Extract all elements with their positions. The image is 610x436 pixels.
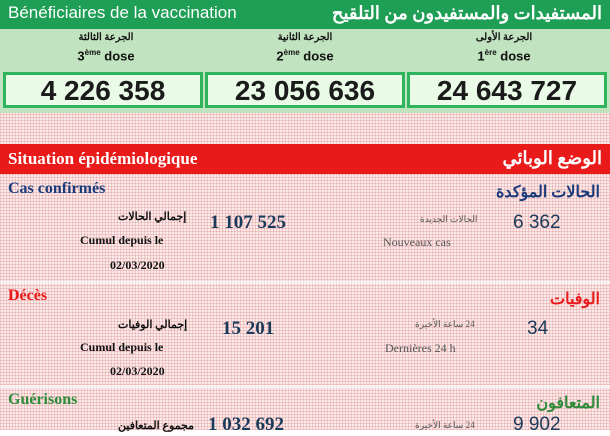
recoveries-cumul-ar: مجموع المتعافين <box>118 420 195 432</box>
recoveries-cumul-value: 1 032 692 <box>208 414 284 435</box>
confirmed-period-value: 6 362 <box>513 212 561 233</box>
vaccination-header <box>0 0 610 29</box>
deaths-cumul-date: 02/03/2020 <box>110 364 165 378</box>
dose-1-label-ar: الجرعة الأولى <box>475 32 533 43</box>
vaccination-title-ar: المستفيدات والمستفيدون من التلقيح <box>331 3 602 23</box>
recoveries-title-ar: المتعافون <box>536 395 600 412</box>
recoveries-title-fr: Guérisons <box>8 391 78 408</box>
deaths-cumul-fr: Cumul depuis le <box>80 340 164 354</box>
dose-3-label-ar: الجرعة الثالثة <box>78 32 134 43</box>
dose-2-label-ar: الجرعة الثانية <box>277 32 333 43</box>
dose-1-value: 24 643 727 <box>407 72 607 108</box>
deaths-cumul-ar: إجمالي الوفيات <box>118 319 188 331</box>
confirmed-cumul-fr: Cumul depuis le <box>80 233 164 247</box>
vaccination-panel <box>0 0 610 113</box>
confirmed-period-ar: الحالات الجديدة <box>420 214 478 224</box>
dose-3-value: 4 226 358 <box>3 72 203 108</box>
recoveries-period-value: 9 902 <box>513 414 561 435</box>
dose-2-label-fr: 2ème dose <box>276 48 334 64</box>
recoveries-period-ar: 24 ساعة الأخيرة <box>415 420 475 430</box>
situation-header <box>0 144 610 174</box>
confirmed-title-fr: Cas confirmés <box>8 180 106 197</box>
dose-2-value: 23 056 636 <box>205 72 405 108</box>
dose-1-label <box>404 31 604 64</box>
confirmed-cumul-date: 02/03/2020 <box>110 258 165 272</box>
deaths-title-fr: Décès <box>8 287 48 304</box>
separator <box>0 385 610 388</box>
confirmed-cumul-value: 1 107 525 <box>210 212 286 233</box>
dose-2-label <box>205 31 405 64</box>
situation-title-fr: Situation épidémiologique <box>8 149 198 168</box>
situation-title-ar: الوضع الوبائي <box>502 148 602 168</box>
confirmed-title-ar: الحالات المؤكدة <box>496 184 600 201</box>
deaths-period-fr: Dernières 24 h <box>385 341 456 355</box>
dose-1-label-fr: 1ère dose <box>477 48 531 64</box>
vaccination-title-fr: Bénéficiaires de la vaccination <box>8 3 237 22</box>
dose-3-label-fr: 3ème dose <box>77 48 135 64</box>
deaths-title-ar: الوفيات <box>550 291 600 308</box>
confirmed-period-fr: Nouveaux cas <box>383 235 451 249</box>
deaths-cumul-value: 15 201 <box>222 318 275 339</box>
dose-3-label <box>6 31 206 64</box>
deaths-period-ar: 24 ساعة الأخيرة <box>415 319 475 329</box>
deaths-period-value: 34 <box>527 318 549 339</box>
confirmed-cumul-ar: إجمالي الحالات <box>118 211 187 223</box>
separator <box>0 281 610 284</box>
